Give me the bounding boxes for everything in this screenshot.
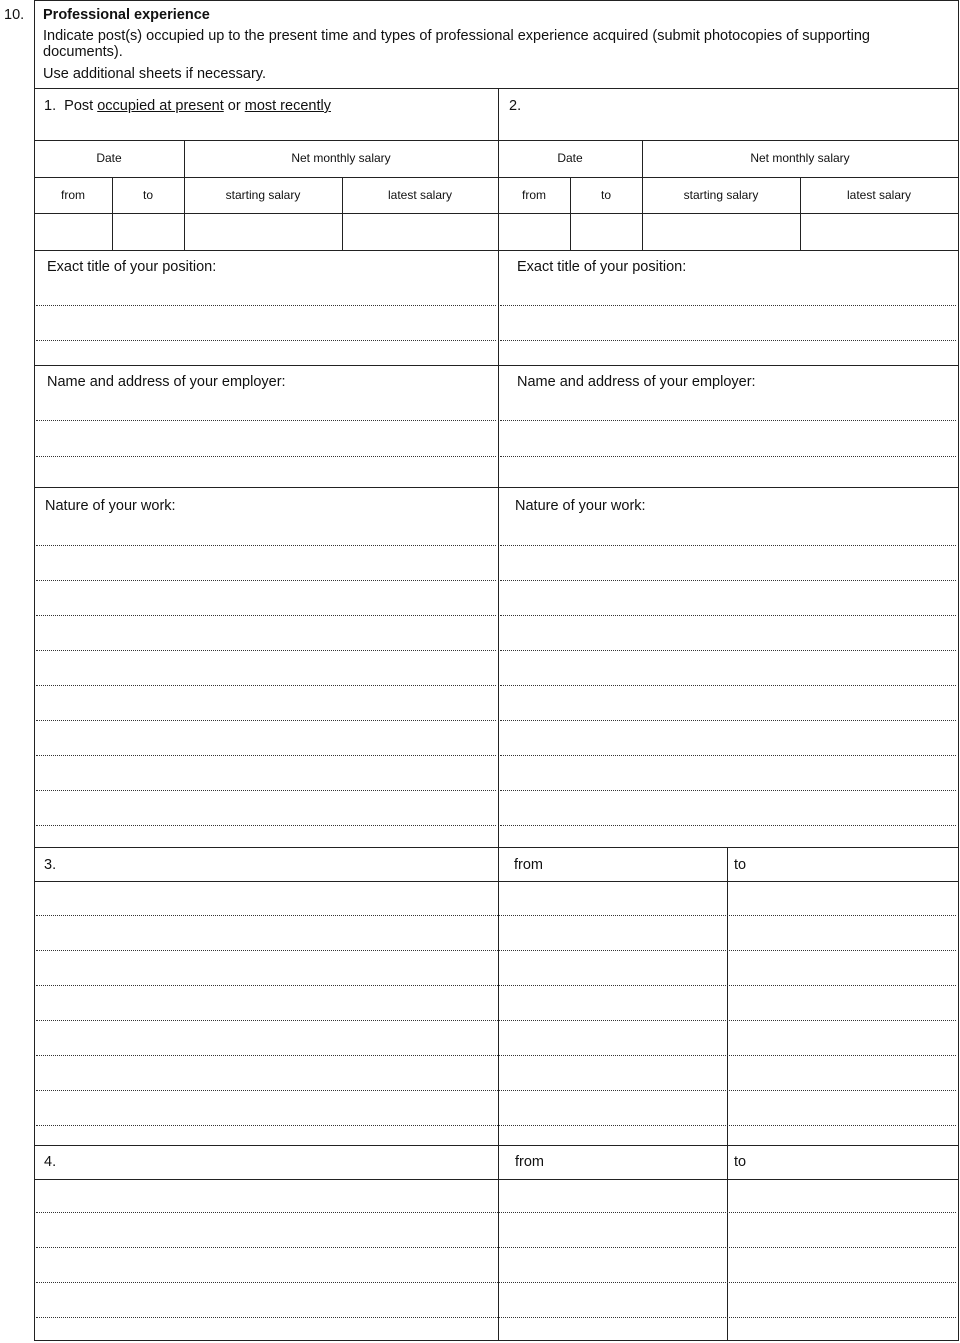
divider-line xyxy=(34,213,958,214)
divider-line xyxy=(727,847,728,1145)
post-3-line[interactable] xyxy=(36,1020,956,1021)
post-4-from: from xyxy=(515,1154,544,1170)
table-header-from: from xyxy=(522,188,546,202)
post-3-line[interactable] xyxy=(36,1055,956,1056)
title-line[interactable] xyxy=(36,340,496,341)
divider-line xyxy=(34,847,958,848)
divider-line xyxy=(727,1145,728,1340)
table-header-to: to xyxy=(600,188,611,202)
divider-line xyxy=(34,88,958,89)
post-4-line[interactable] xyxy=(36,1282,956,1283)
frame-bottom xyxy=(34,1340,958,1341)
table-header-date: Date xyxy=(557,151,583,165)
divider-line xyxy=(498,487,499,847)
table-header-from: from xyxy=(61,188,85,202)
nature-line[interactable] xyxy=(36,720,496,721)
divider-line xyxy=(34,1179,958,1180)
divider-line xyxy=(498,88,499,140)
post-2-number: 2. xyxy=(509,98,522,114)
divider-line xyxy=(34,250,958,251)
employer-line[interactable] xyxy=(500,420,956,421)
post-3-number: 3. xyxy=(44,857,57,873)
nature-line[interactable] xyxy=(500,615,956,616)
employer-line[interactable] xyxy=(36,420,496,421)
post-3-line[interactable] xyxy=(36,1125,956,1126)
nature-label-right: Nature of your work: xyxy=(515,498,646,514)
table-header-to: to xyxy=(142,188,153,202)
frame-top xyxy=(34,0,958,1)
post-3-line[interactable] xyxy=(36,915,956,916)
nature-line[interactable] xyxy=(36,615,496,616)
frame-right xyxy=(958,0,959,1341)
section-title: Professional experience xyxy=(43,7,210,23)
divider-line xyxy=(34,365,958,366)
divider-line xyxy=(34,881,958,882)
section-number: 10. xyxy=(4,7,25,23)
post-4-line[interactable] xyxy=(36,1317,956,1318)
nature-line[interactable] xyxy=(500,755,956,756)
post-4-line[interactable] xyxy=(36,1247,956,1248)
employer-label-left: Name and address of your employer: xyxy=(47,374,286,390)
nature-line[interactable] xyxy=(36,790,496,791)
post-4-to: to xyxy=(734,1154,747,1170)
table-header-date: Date xyxy=(96,151,122,165)
post-1-label-present: occupied at present xyxy=(97,98,224,114)
title-line[interactable] xyxy=(36,305,496,306)
post-1-label-or: or xyxy=(227,98,241,114)
table-header-net-salary: Net monthly salary xyxy=(750,151,850,165)
post-3-line[interactable] xyxy=(36,1090,956,1091)
divider-line xyxy=(498,847,499,1145)
title-label-right: Exact title of your position: xyxy=(517,259,687,275)
nature-line[interactable] xyxy=(36,650,496,651)
table-header-starting-salary: starting salary xyxy=(683,188,759,202)
divider-line xyxy=(34,487,958,488)
post-1-label xyxy=(44,98,331,114)
post-3-from: from xyxy=(514,857,543,873)
divider-line xyxy=(498,250,499,365)
title-label-left: Exact title of your position: xyxy=(47,259,217,275)
table-header-latest-salary: latest salary xyxy=(387,188,453,202)
divider-line xyxy=(498,365,499,487)
divider-line xyxy=(34,177,958,178)
employer-label-right: Name and address of your employer: xyxy=(517,374,756,390)
divider-line xyxy=(34,1145,958,1146)
table-header-net-salary: Net monthly salary xyxy=(291,151,391,165)
post-4-number: 4. xyxy=(44,1154,57,1170)
nature-line[interactable] xyxy=(36,755,496,756)
post-3-to: to xyxy=(734,857,747,873)
section-instruction: Indicate post(s) occupied up to the present time and types of professional experience acquired (submit photocopies of supporting documents). xyxy=(43,28,870,60)
table-header-starting-salary: starting salary xyxy=(225,188,301,202)
title-line[interactable] xyxy=(500,305,956,306)
employer-line[interactable] xyxy=(36,456,496,457)
post-4-line[interactable] xyxy=(36,1212,956,1213)
nature-line[interactable] xyxy=(500,825,956,826)
nature-line[interactable] xyxy=(500,650,956,651)
nature-line[interactable] xyxy=(36,580,496,581)
nature-label-left: Nature of your work: xyxy=(45,498,176,514)
employer-line[interactable] xyxy=(500,456,956,457)
nature-line[interactable] xyxy=(36,545,496,546)
post-1-label-pre: Post xyxy=(64,98,94,114)
divider-line xyxy=(34,140,958,141)
nature-line[interactable] xyxy=(36,685,496,686)
nature-line[interactable] xyxy=(500,720,956,721)
post-3-line[interactable] xyxy=(36,985,956,986)
post-1-label-recent: most recently xyxy=(244,98,331,114)
nature-line[interactable] xyxy=(500,580,956,581)
additional-sheets-note: Use additional sheets if necessary. xyxy=(43,66,266,82)
nature-line[interactable] xyxy=(500,790,956,791)
nature-line[interactable] xyxy=(500,545,956,546)
table-header-latest-salary: latest salary xyxy=(846,188,912,202)
nature-line[interactable] xyxy=(36,825,496,826)
title-line[interactable] xyxy=(500,340,956,341)
nature-line[interactable] xyxy=(500,685,956,686)
divider-line xyxy=(498,1145,499,1340)
post-3-line[interactable] xyxy=(36,950,956,951)
post-1-number: 1. xyxy=(44,98,57,114)
